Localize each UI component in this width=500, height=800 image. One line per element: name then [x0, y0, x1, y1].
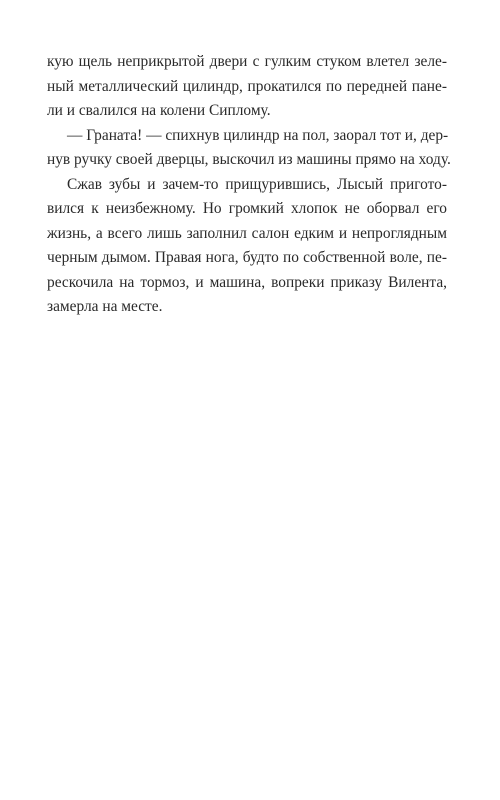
text-line: вился к неизбежному. Но громкий хлопок не оборвал его	[47, 200, 447, 217]
text-line: рескочила на тормоз, и машина, вопреки приказу Вилента,	[47, 273, 447, 291]
page-text	[47, 50, 451, 320]
text-line: Сжав зубы и зачем-то прищурившись, Лысый пригото-	[67, 175, 447, 193]
text-line: нув ручку своей дверцы, выскочил из машины прямо на ходу.	[47, 151, 451, 168]
text-line: черным дымом. Правая нога, будто по собственной воле, пе-	[47, 249, 447, 266]
text-line: ли и свалился на колени Сиплому.	[47, 102, 271, 119]
text-line: замерла на месте.	[47, 298, 163, 315]
text-line: жизнь, а всего лишь заполнил салон едким и непроглядным	[47, 224, 447, 242]
text-line: кую щель неприкрытой двери с гулким стуком влетел зеле-	[47, 53, 447, 70]
text-line: — Граната! — спихнув цилиндр на пол, заорал тот и, дер-	[67, 126, 449, 144]
text-line: ный металлический цилиндр, прокатился по передней пане-	[47, 77, 447, 95]
